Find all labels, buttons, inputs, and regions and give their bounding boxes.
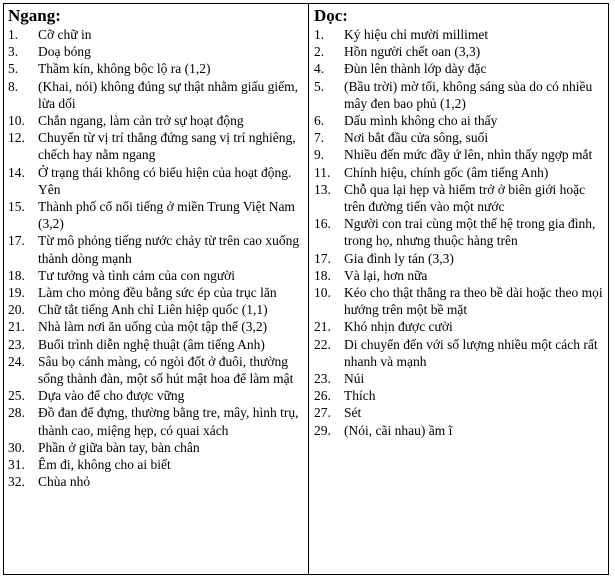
clue-number: 29. <box>313 422 331 438</box>
clue-text: Dấu mình không cho ai thấy <box>343 113 498 129</box>
clue-text: Chỗ qua lại hẹp và hiểm trở ở biên giới hoặc trên đường tiến vào một nước <box>343 181 586 215</box>
clue-text: Thành phố cổ nổi tiếng ở miền Trung Việt Nam (3,2) <box>38 199 295 232</box>
down-column <box>309 4 608 574</box>
clue-text: Nhiều đến mức đầy ứ lên, nhìn thấy ngợp mắt <box>343 147 593 163</box>
clue-text: Nhà làm nơi ăn uống của một tập thể (3,2) <box>38 319 268 335</box>
across-clue <box>8 301 304 318</box>
clue-number: 10. <box>313 285 331 301</box>
down-clue-list <box>314 26 604 439</box>
clue-number: 5. <box>313 78 325 94</box>
clue-number: 28. <box>8 405 25 421</box>
clue-number: 18. <box>8 267 25 283</box>
down-clue <box>314 146 604 163</box>
across-clue <box>8 318 304 335</box>
down-clue <box>314 112 604 129</box>
clue-text: Chùa nhỏ <box>38 474 91 490</box>
clue-text: (Nói, cãi nhau) ầm ĩ <box>343 422 453 438</box>
across-column <box>4 4 309 574</box>
down-clue <box>314 318 604 335</box>
clue-text: Tư tưởng và tình cảm của con người <box>38 267 236 283</box>
clue-number: 23. <box>313 371 331 387</box>
clue-number: 30. <box>8 439 25 455</box>
clue-text: Doạ bóng <box>38 44 91 60</box>
clue-text: Cỡ chữ in <box>38 27 92 42</box>
clue-text: Đồ đan để đựng, thường bằng tre, mây, hình trụ, thành cao, miệng hẹp, có quai xách <box>38 405 299 438</box>
clue-text: Người con trai cùng một thế hệ trong gia đình, trong họ, nhưng thuộc hàng trên <box>343 216 596 249</box>
clue-number: 24. <box>8 353 25 369</box>
clue-text: Kéo cho thật thẳng ra theo bề dài hoặc theo mọi hướng trên một bề mặt <box>343 285 603 318</box>
down-clue <box>314 215 604 249</box>
clue-text: Êm đi, không cho ai biết <box>38 457 171 473</box>
clue-number: 15. <box>8 199 25 215</box>
clue-text: Sâu bọ cánh màng, có ngòi đốt ở đuôi, thường sống thành đàn, một số hút mật hoa để làm mật <box>38 353 294 387</box>
clue-number: 20. <box>8 302 25 318</box>
clue-number: 14. <box>8 164 25 180</box>
across-clue <box>8 267 304 284</box>
down-clue <box>314 60 604 77</box>
across-clue <box>8 129 304 163</box>
down-clue <box>314 387 604 404</box>
clue-text: (Bầu trời) mờ tối, không sáng sủa do có nhiều mây đen bao phủ (1,2) <box>343 78 593 111</box>
across-clue <box>8 404 304 438</box>
clue-number: 8. <box>8 78 19 94</box>
down-heading: Dọc: <box>313 6 348 25</box>
clue-text: Di chuyển đến với số lượng nhiều một cách rất nhanh và mạnh <box>343 336 598 369</box>
clue-number: 11. <box>313 164 331 180</box>
down-clue <box>314 78 604 112</box>
clue-text: (Khai, nói) không đúng sự thật nhằm giấu giếm, lừa dối <box>38 78 299 111</box>
across-clue <box>8 26 304 43</box>
clue-text: Buổi trình diễn nghệ thuật (âm tiếng Anh) <box>38 336 265 352</box>
clue-text: Phần ở giữa bàn tay, bàn chân <box>38 439 200 455</box>
across-clue <box>8 387 304 404</box>
down-clue <box>314 284 604 318</box>
clue-number: 13. <box>313 181 331 197</box>
clue-number: 22. <box>313 336 331 352</box>
clue-text: Núi <box>343 371 365 387</box>
clue-text: Nơi bắt đầu cửa sông, suối <box>343 130 489 146</box>
down-clue <box>314 370 604 387</box>
down-clue <box>314 26 604 43</box>
down-clue <box>314 181 604 215</box>
clue-number: 17. <box>8 233 25 249</box>
clue-text: Đùn lên thành lớp dày đặc <box>343 61 487 77</box>
clue-text: Chuyển từ vị trí thẳng đứng sang vị trí nghiêng, chếch hay nằm ngang <box>38 130 296 163</box>
clue-number: 16. <box>313 216 331 232</box>
down-clue <box>314 267 604 284</box>
across-clue <box>8 60 304 77</box>
down-clue <box>314 404 604 421</box>
clue-number: 2. <box>313 44 325 60</box>
clue-number: 19. <box>8 285 25 301</box>
across-clue <box>8 112 304 129</box>
clue-number: 25. <box>8 388 25 404</box>
clue-number: 9. <box>313 147 325 163</box>
across-clue <box>8 78 304 112</box>
clue-text: Chính hiệu, chính gốc (âm tiếng Anh) <box>343 164 549 180</box>
down-clue <box>314 336 604 370</box>
across-clue <box>8 232 304 266</box>
clue-number: 4. <box>313 61 325 77</box>
clue-number: 21. <box>313 319 331 335</box>
crossword-clues-table <box>3 3 609 575</box>
across-clue <box>8 284 304 301</box>
across-clue <box>8 164 304 198</box>
clue-number: 32. <box>8 474 25 490</box>
across-heading: Ngang: <box>8 6 61 25</box>
across-clue <box>8 336 304 353</box>
clue-text: Chắn ngang, làm cản trở sự hoạt động <box>38 113 244 129</box>
clue-number: 10. <box>8 113 25 129</box>
clue-text: Ở trạng thái không có biểu hiện của hoạt động. Yên <box>38 164 292 197</box>
clue-text: Làm cho mỏng đều bằng sức ép của trục lăn <box>38 285 277 301</box>
clue-text: Từ mô phỏng tiếng nước chảy từ trên cao xuống thành dòng mạnh <box>38 233 300 266</box>
clue-number: 1. <box>8 27 19 42</box>
clue-number: 17. <box>313 250 331 266</box>
across-clue <box>8 353 304 387</box>
across-clue <box>8 198 304 232</box>
across-clue-list <box>8 26 304 490</box>
clue-number: 31. <box>8 457 25 473</box>
clue-number: 7. <box>313 130 325 146</box>
across-clue <box>8 43 304 60</box>
clue-number: 5. <box>8 61 19 77</box>
clue-number: 23. <box>8 336 25 352</box>
clue-number: 27. <box>313 405 331 421</box>
clue-text: Thầm kín, không bộc lộ ra (1,2) <box>38 61 211 77</box>
clue-number: 6. <box>313 113 325 129</box>
across-clue <box>8 439 304 456</box>
across-clue <box>8 473 304 490</box>
down-clue <box>314 164 604 181</box>
clue-text: Chữ tắt tiếng Anh chỉ Liên hiệp quốc (1,1) <box>38 302 268 318</box>
clue-number: 26. <box>313 388 331 404</box>
down-clue <box>314 43 604 60</box>
down-clue <box>314 129 604 146</box>
clue-text: Khó nhịn được cười <box>343 319 453 335</box>
clue-text: Và lại, hơn nữa <box>343 267 428 283</box>
clue-text: Thích <box>343 388 376 404</box>
clue-number: 18. <box>313 267 331 283</box>
clue-number: 3. <box>8 44 19 60</box>
clue-number: 1. <box>313 27 325 42</box>
down-clue <box>314 250 604 267</box>
clue-text: Gia đình ly tán (3,3) <box>343 250 454 266</box>
down-clue <box>314 422 604 439</box>
clue-text: Ký hiệu chỉ mười millimet <box>343 27 489 42</box>
clue-text: Hồn người chết oan (3,3) <box>343 44 481 60</box>
across-clue <box>8 456 304 473</box>
clue-text: Sét <box>343 405 362 421</box>
clue-number: 21. <box>8 319 25 335</box>
clue-number: 12. <box>8 130 25 146</box>
clue-text: Dựa vào để cho được vững <box>38 388 185 404</box>
